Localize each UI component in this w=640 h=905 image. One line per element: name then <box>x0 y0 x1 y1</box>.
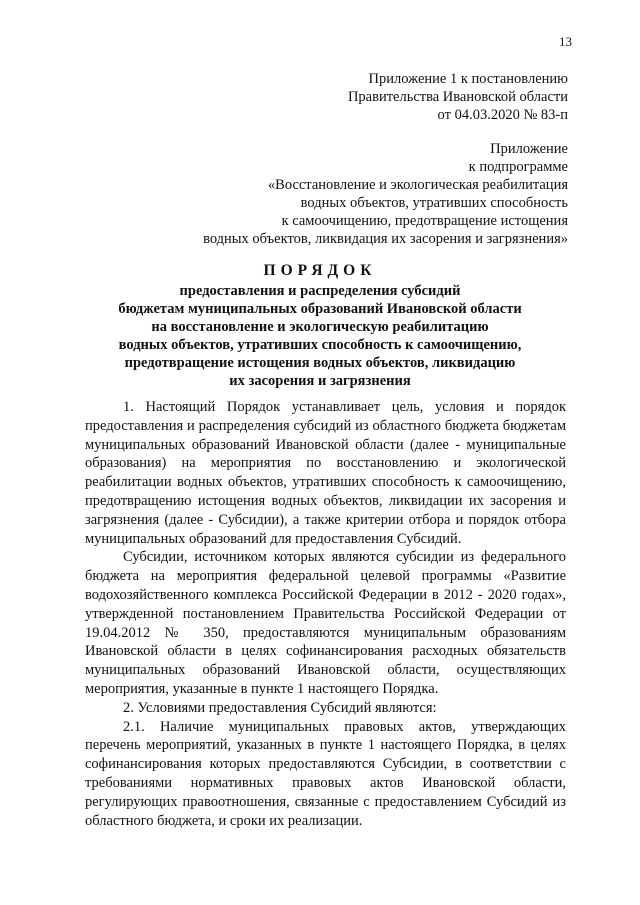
paragraph: Субсидии, источником которых являются субсидии из федерального бюджета на мероприятия федеральной целевой программы «Развитие водохозяйственного комплекса Российской Федерации в 2012 - 2020 годах», утвержденной постановлением Правительства Российской Федерации от 19.04.2012 № 350, предоставляются муниципальным образованиям Ивановской области в целях софинансирования расходных обязательств муниципальных образований Ивановской области, осуществляющих мероприятия, указанные в пункте 1 настоящего Порядка. <box>85 549 566 697</box>
paragraph: 1. Настоящий Порядок устанавливает цель, условия и порядок предоставления и распределения субсидий из областного бюджета бюджетам муниципальных образований Ивановской области (далее - муниципальные образования) на мероприятия по восстановлению и экологической реабилитации водных объектов, утративших способность к самоочищению, предотвращению истощения водных объектов, ликвидации их засорения и загрязнения (далее - Субсидии), а также критерии отбора и порядок отбора муниципальных образований для предоставления Субсидий. <box>85 399 566 547</box>
appendix-2-header <box>203 140 568 248</box>
page-number: 13 <box>559 34 572 49</box>
appendix-1-line: Правительства Ивановской области <box>347 89 568 105</box>
appendix-1-header <box>348 70 568 124</box>
appendix-2-line: «Восстановление и экологическая реабилитация <box>267 177 568 193</box>
appendix-2-line: Приложение <box>490 141 568 157</box>
appendix-1-line: от 04.03.2020 № 83-п <box>437 107 568 123</box>
document-title <box>0 262 640 390</box>
paragraph: 2. Условиями предоставления Субсидий являются: <box>123 699 437 716</box>
paragraph: 2.1. Наличие муниципальных правовых актов, утверждающих перечень мероприятий, указанных в пункте 1 настоящего Порядка, в целях софинансирования которых предоставляются Субсидии, в соответствии с требованиями нормативных правовых актов Ивановской области, регулирующих правоотношения, связанные с предоставлением Субсидий из областного бюджета, и сроки их реализации. <box>85 718 566 829</box>
appendix-1-line: Приложение 1 к постановлению <box>368 71 568 87</box>
title-line: бюджетам муниципальных образований Ивановской области <box>118 301 522 317</box>
title-line: водных объектов, утративших способность к самоочищению, <box>118 337 522 353</box>
title-line: предотвращение истощения водных объектов, ликвидацию <box>124 355 516 371</box>
appendix-2-line: водных объектов, ликвидация их засорения и загрязнения» <box>203 231 568 247</box>
appendix-2-line: к подпрограмме <box>468 159 568 175</box>
title-line: их засорения и загрязнения <box>229 373 411 389</box>
title-line: на восстановление и экологическую реабилитацию <box>151 319 489 335</box>
document-body <box>85 398 566 830</box>
appendix-2-line: водных объектов, утративших способность <box>300 195 568 211</box>
appendix-2-line: к самоочищению, предотвращение истощения <box>281 213 568 229</box>
title-heading: ПОРЯДОК <box>263 262 377 279</box>
title-line: предоставления и распределения субсидий <box>179 283 461 299</box>
